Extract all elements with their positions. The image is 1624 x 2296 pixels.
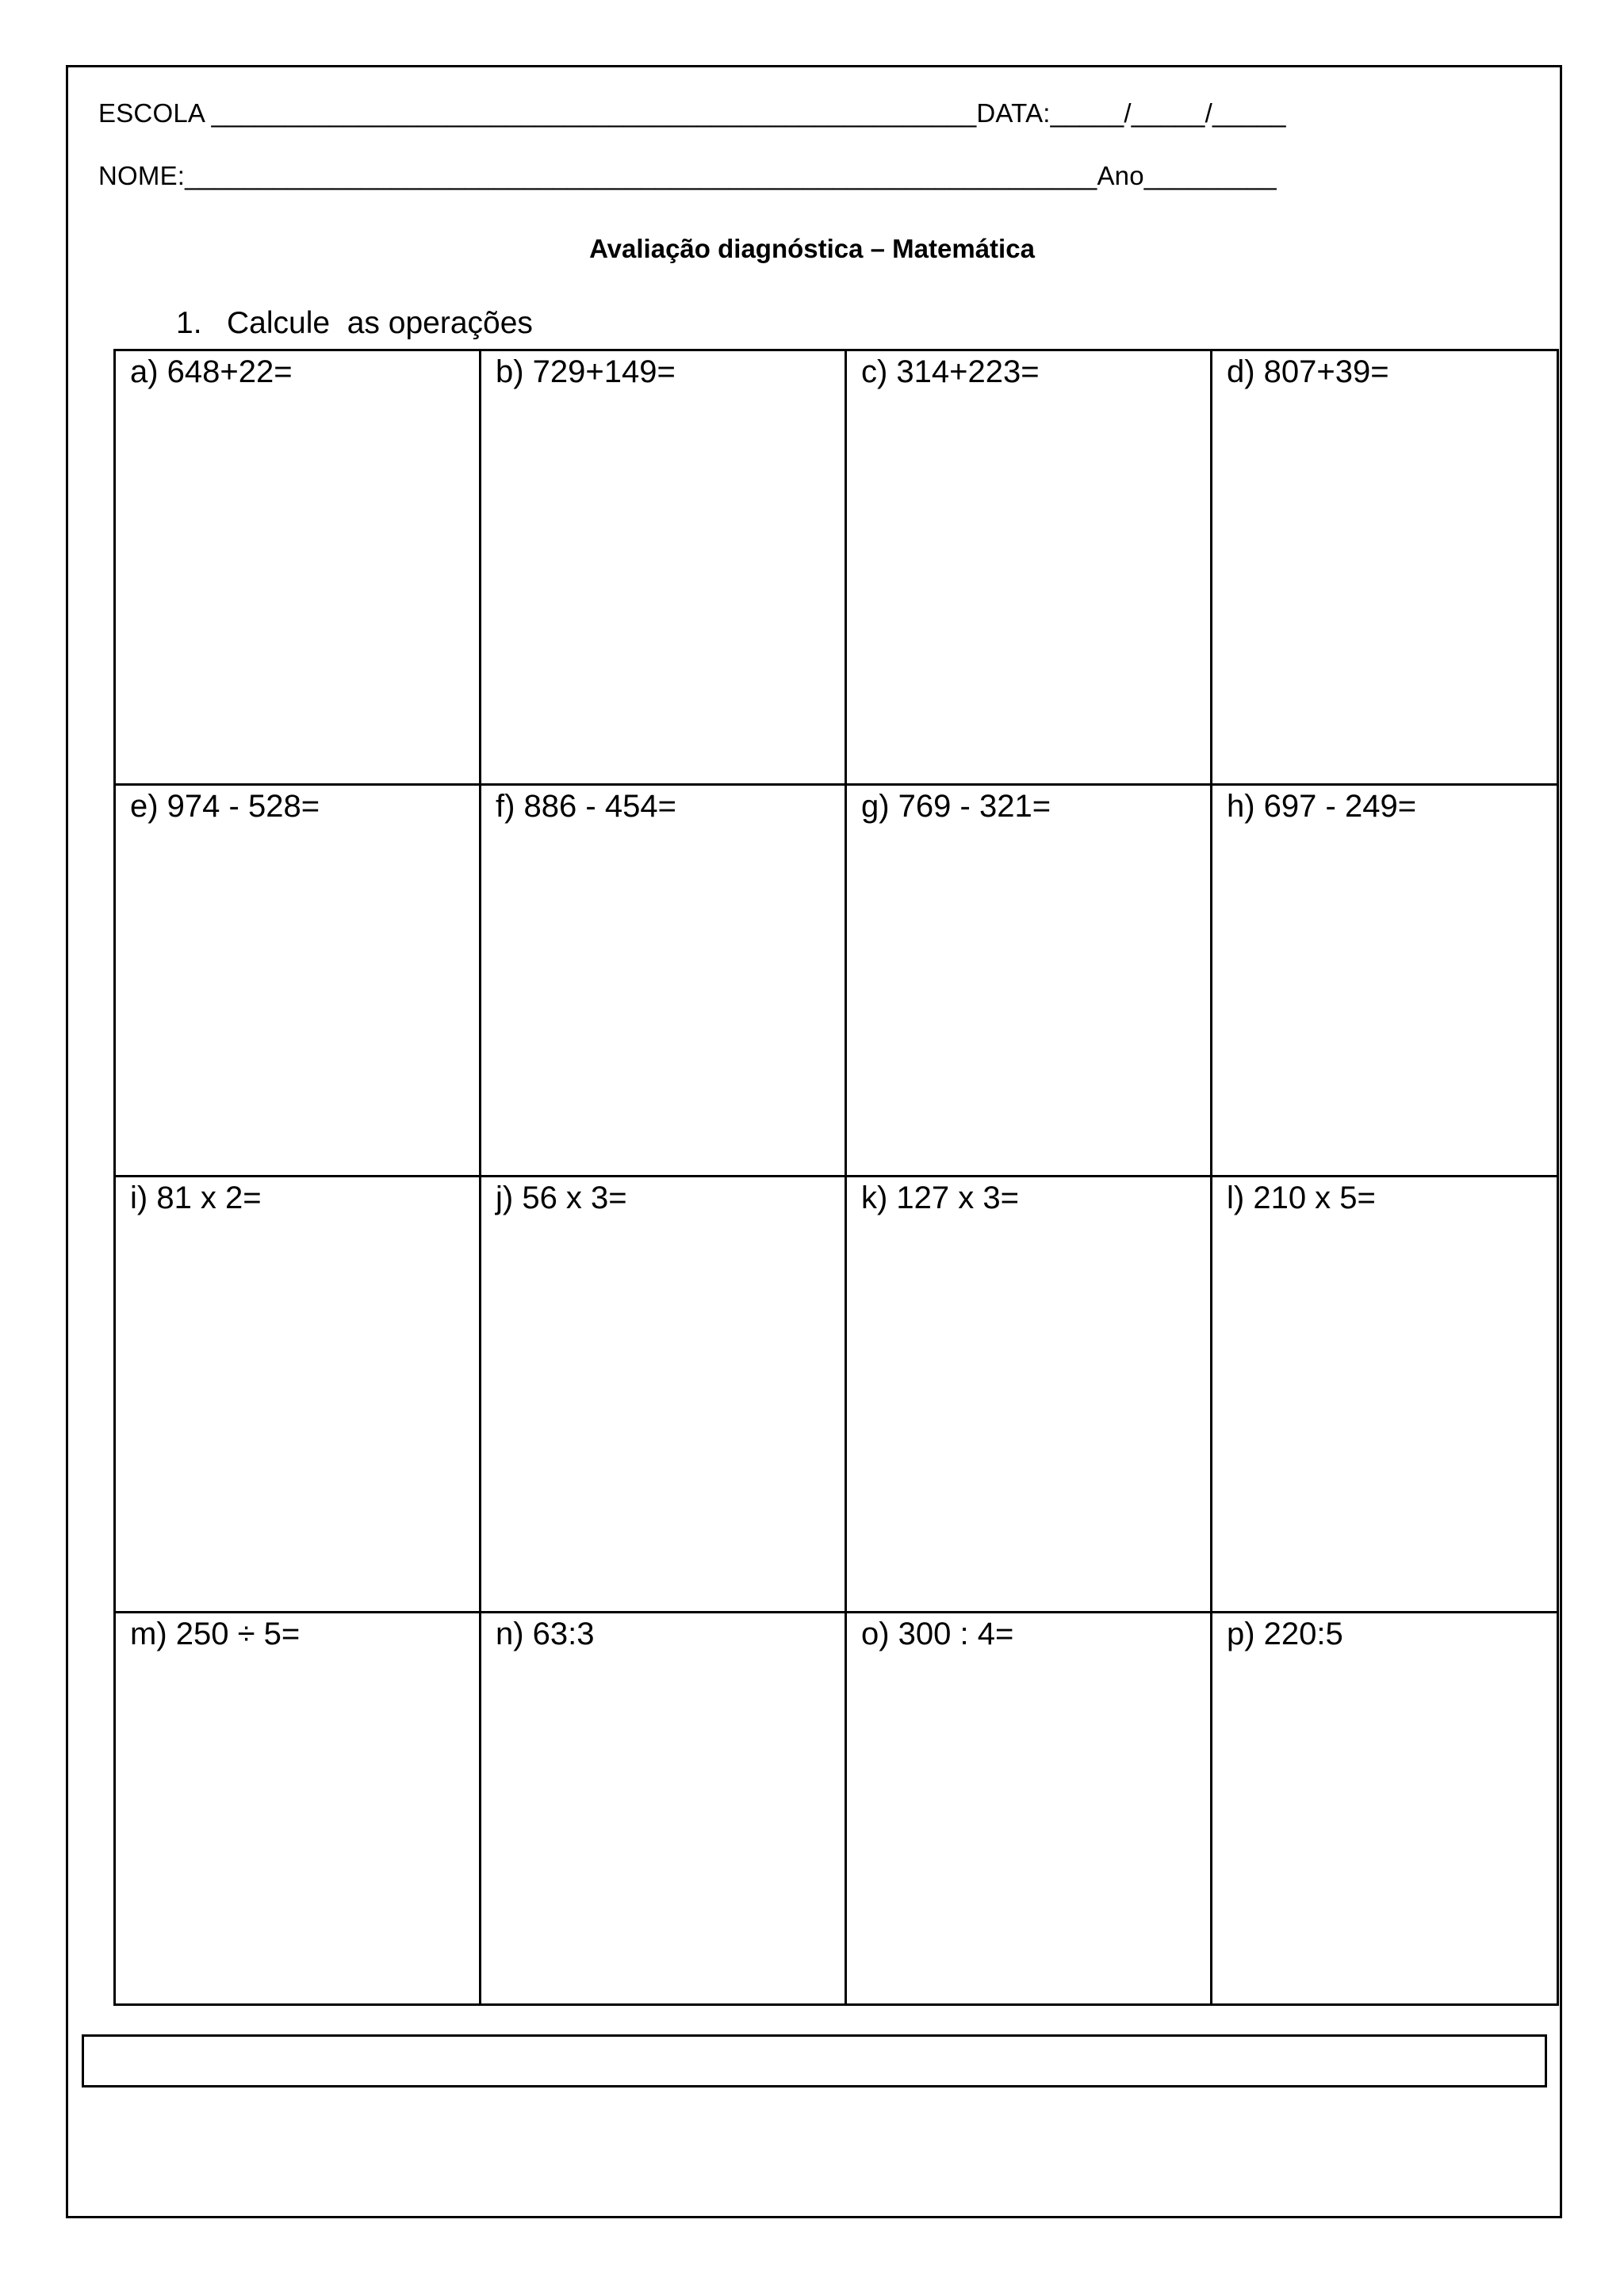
operation-cell-o[interactable]: o) 300 : 4= (847, 1613, 1212, 2003)
operation-cell-g[interactable]: g) 769 - 321= (847, 786, 1212, 1177)
operation-cell-i[interactable]: i) 81 x 2= (116, 1177, 481, 1613)
operation-cell-n[interactable]: n) 63:3 (481, 1613, 847, 2003)
empty-box[interactable] (82, 2034, 1547, 2087)
name-year-line: NOME:______________________________________________________________Ano_________ (98, 161, 1277, 190)
operation-cell-c[interactable]: c) 314+223= (847, 351, 1212, 786)
operations-table (113, 349, 1559, 2006)
question-text: Calcule as operações (227, 306, 533, 340)
document-title: Avaliação diagnóstica – Matemática (589, 234, 1035, 263)
operation-cell-l[interactable]: l) 210 x 5= (1212, 1177, 1557, 1613)
operation-cell-j[interactable]: j) 56 x 3= (481, 1177, 847, 1613)
operation-cell-h[interactable]: h) 697 - 249= (1212, 786, 1557, 1177)
question-number: 1. (176, 306, 202, 340)
operation-cell-d[interactable]: d) 807+39= (1212, 351, 1557, 786)
school-date-line: ESCOLA ____________________________________________________DATA:_____/_____/_____ (98, 98, 1286, 128)
operation-cell-p[interactable]: p) 220:5 (1227, 1617, 1343, 1651)
operation-cell-k[interactable]: k) 127 x 3= (847, 1177, 1212, 1613)
operation-cell-m[interactable]: m) 250 ÷ 5= (116, 1613, 481, 2003)
operation-cell-f[interactable]: f) 886 - 454= (481, 786, 847, 1177)
operation-cell-b[interactable]: b) 729+149= (481, 351, 847, 786)
operation-cell-a[interactable]: a) 648+22= (116, 351, 481, 786)
operation-cell-e[interactable]: e) 974 - 528= (116, 786, 481, 1177)
question-1 (176, 306, 533, 341)
